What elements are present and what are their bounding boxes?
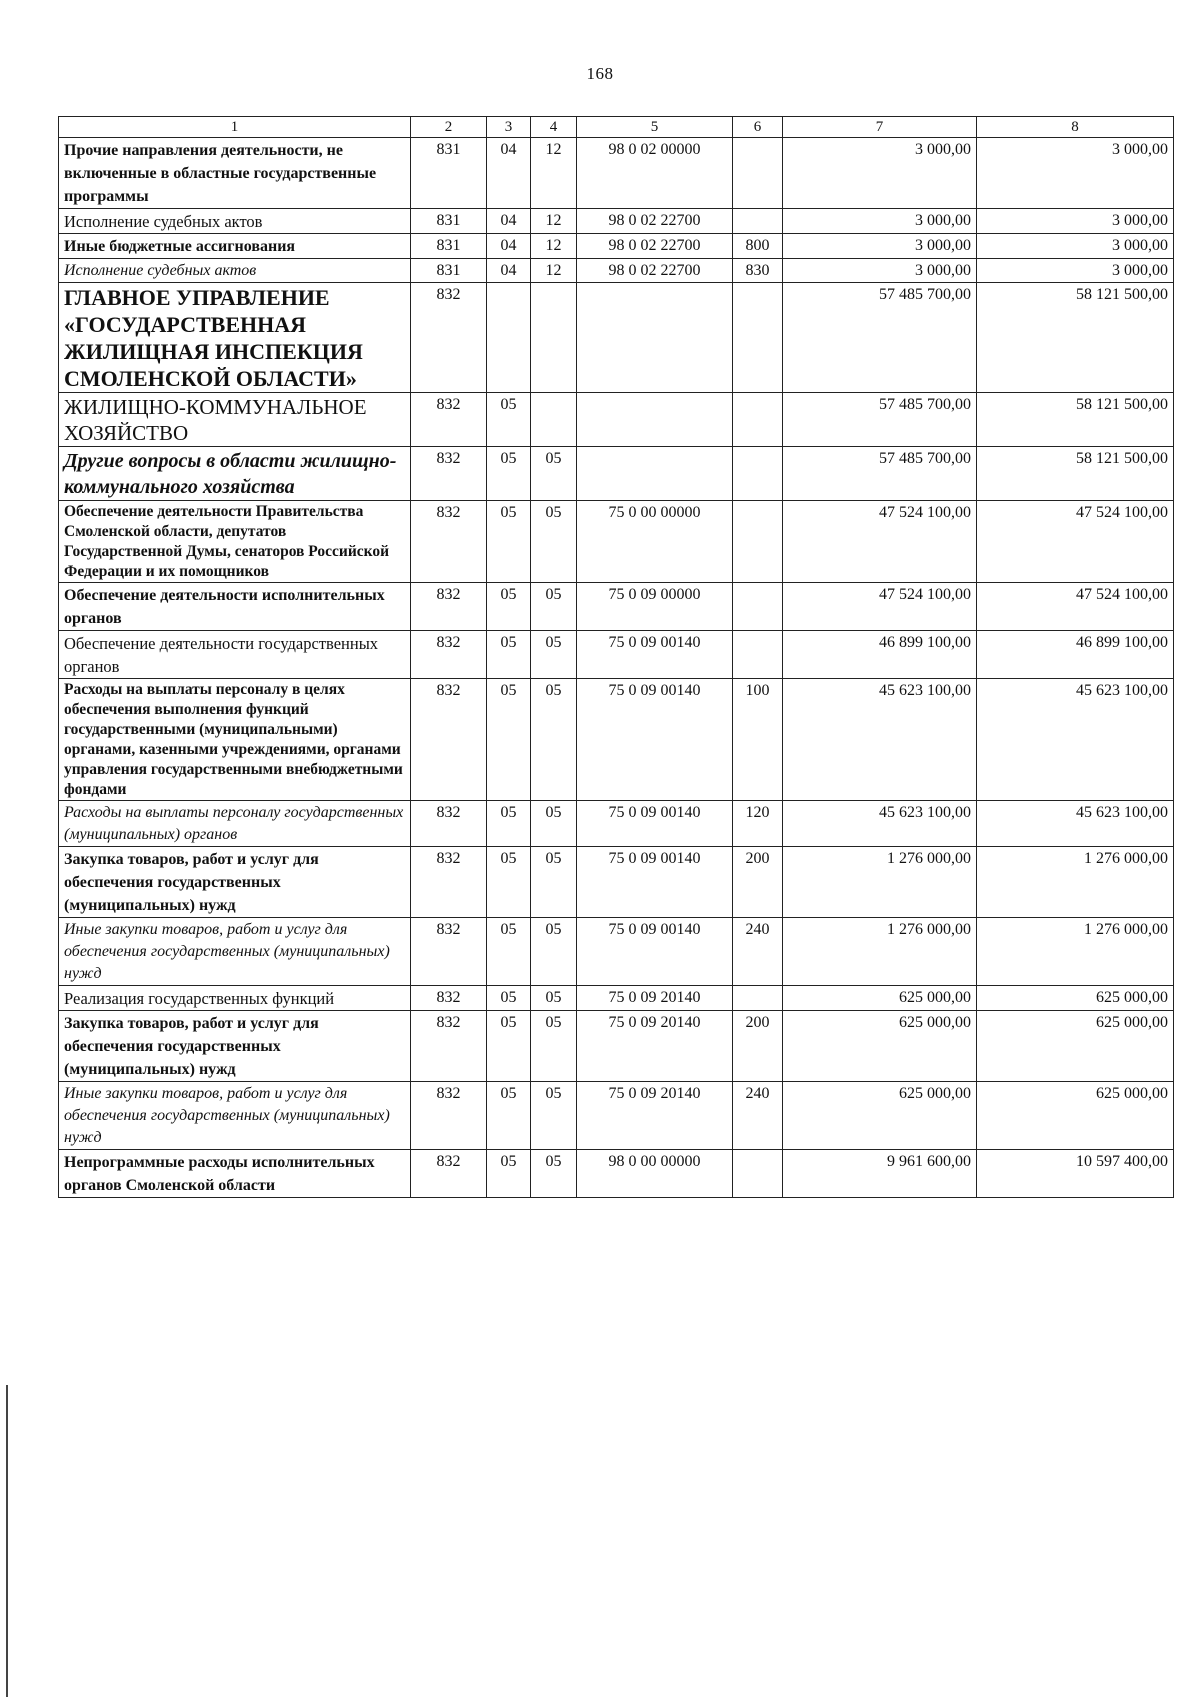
row-name-cell: Иные закупки товаров, работ и услуг для обеспечения государственных (муниципальных) нужд xyxy=(59,1082,411,1150)
col6-cell xyxy=(733,393,783,447)
col4-cell: 05 xyxy=(531,1011,577,1082)
header-cell: 3 xyxy=(487,117,531,138)
col3-cell: 05 xyxy=(487,1011,531,1082)
row-name-cell: Закупка товаров, работ и услуг для обеспечения государственных (муниципальных) нужд xyxy=(59,847,411,918)
col6-cell: 240 xyxy=(733,1082,783,1150)
header-cell: 7 xyxy=(783,117,977,138)
col3-cell: 04 xyxy=(487,138,531,209)
row-name-cell: Расходы на выплаты персоналу государственных (муниципальных) органов xyxy=(59,801,411,847)
col6-cell xyxy=(733,501,783,583)
col4-cell: 05 xyxy=(531,847,577,918)
col8-amount-cell: 3 000,00 xyxy=(977,138,1174,209)
table-header-row xyxy=(59,117,1174,138)
col5-cell: 75 0 09 20140 xyxy=(577,1082,733,1150)
col8-amount-cell: 10 597 400,00 xyxy=(977,1150,1174,1198)
col4-cell: 05 xyxy=(531,583,577,631)
col6-cell: 200 xyxy=(733,847,783,918)
col3-cell: 05 xyxy=(487,918,531,986)
col2-cell: 832 xyxy=(411,986,487,1011)
col4-cell xyxy=(531,283,577,393)
col3-cell: 05 xyxy=(487,679,531,801)
col4-cell: 12 xyxy=(531,259,577,283)
row-name-cell: Обеспечение деятельности исполнительных органов xyxy=(59,583,411,631)
col5-cell: 75 0 09 20140 xyxy=(577,1011,733,1082)
col6-cell xyxy=(733,1150,783,1198)
col8-amount-cell: 58 121 500,00 xyxy=(977,283,1174,393)
col5-cell xyxy=(577,447,733,501)
col8-amount-cell: 625 000,00 xyxy=(977,1011,1174,1082)
col5-cell: 98 0 02 22700 xyxy=(577,234,733,259)
col7-amount-cell: 3 000,00 xyxy=(783,138,977,209)
col4-cell: 12 xyxy=(531,209,577,234)
col3-cell: 05 xyxy=(487,393,531,447)
table-row xyxy=(59,283,1174,393)
row-name-cell: ЖИЛИЩНО-КОММУНАЛЬНОЕ ХОЗЯЙСТВО xyxy=(59,393,411,447)
col4-cell xyxy=(531,393,577,447)
row-name-cell: Исполнение судебных актов xyxy=(59,209,411,234)
col8-amount-cell: 625 000,00 xyxy=(977,986,1174,1011)
col7-amount-cell: 625 000,00 xyxy=(783,1082,977,1150)
col7-amount-cell: 1 276 000,00 xyxy=(783,918,977,986)
col2-cell: 831 xyxy=(411,259,487,283)
table-row xyxy=(59,447,1174,501)
header-cell: 8 xyxy=(977,117,1174,138)
col7-amount-cell: 3 000,00 xyxy=(783,234,977,259)
row-name-cell: Другие вопросы в области жилищно-коммунального хозяйства xyxy=(59,447,411,501)
col7-amount-cell: 9 961 600,00 xyxy=(783,1150,977,1198)
col2-cell: 832 xyxy=(411,801,487,847)
col7-amount-cell: 47 524 100,00 xyxy=(783,501,977,583)
col2-cell: 832 xyxy=(411,1011,487,1082)
col4-cell: 05 xyxy=(531,631,577,679)
col2-cell: 832 xyxy=(411,1082,487,1150)
header-cell: 5 xyxy=(577,117,733,138)
col3-cell: 05 xyxy=(487,631,531,679)
table-row xyxy=(59,679,1174,801)
budget-table xyxy=(58,116,1174,1198)
col6-cell xyxy=(733,583,783,631)
col2-cell: 832 xyxy=(411,679,487,801)
col5-cell: 98 0 02 22700 xyxy=(577,259,733,283)
col6-cell xyxy=(733,986,783,1011)
row-name-cell: Обеспечение деятельности Правительства Смоленской области, депутатов Государственной Думы, сенаторов Российской Федерации и их помощников xyxy=(59,501,411,583)
col3-cell: 04 xyxy=(487,209,531,234)
col5-cell: 75 0 09 00140 xyxy=(577,801,733,847)
row-name-cell: Иные закупки товаров, работ и услуг для обеспечения государственных (муниципальных) нужд xyxy=(59,918,411,986)
row-name-cell: Иные бюджетные ассигнования xyxy=(59,234,411,259)
col6-cell xyxy=(733,209,783,234)
col3-cell: 04 xyxy=(487,234,531,259)
col8-amount-cell: 47 524 100,00 xyxy=(977,501,1174,583)
row-name-cell: Исполнение судебных актов xyxy=(59,259,411,283)
col2-cell: 832 xyxy=(411,447,487,501)
col8-amount-cell: 3 000,00 xyxy=(977,209,1174,234)
col4-cell: 05 xyxy=(531,801,577,847)
col5-cell: 75 0 09 00140 xyxy=(577,679,733,801)
row-name-cell: Прочие направления деятельности, не включенные в областные государственные программы xyxy=(59,138,411,209)
col3-cell: 05 xyxy=(487,1150,531,1198)
header-cell: 6 xyxy=(733,117,783,138)
col7-amount-cell: 3 000,00 xyxy=(783,209,977,234)
col6-cell: 100 xyxy=(733,679,783,801)
col7-amount-cell: 3 000,00 xyxy=(783,259,977,283)
col7-amount-cell: 57 485 700,00 xyxy=(783,447,977,501)
table-row xyxy=(59,138,1174,209)
col5-cell: 98 0 00 00000 xyxy=(577,1150,733,1198)
table-row xyxy=(59,1011,1174,1082)
col3-cell: 05 xyxy=(487,801,531,847)
col8-amount-cell: 45 623 100,00 xyxy=(977,679,1174,801)
col8-amount-cell: 1 276 000,00 xyxy=(977,918,1174,986)
col7-amount-cell: 57 485 700,00 xyxy=(783,393,977,447)
col5-cell xyxy=(577,393,733,447)
header-cell: 2 xyxy=(411,117,487,138)
col5-cell: 98 0 02 22700 xyxy=(577,209,733,234)
col2-cell: 831 xyxy=(411,138,487,209)
col6-cell: 830 xyxy=(733,259,783,283)
col6-cell xyxy=(733,283,783,393)
col5-cell: 75 0 09 00140 xyxy=(577,847,733,918)
row-name-cell: Закупка товаров, работ и услуг для обеспечения государственных (муниципальных) нужд xyxy=(59,1011,411,1082)
row-name-cell: Реализация государственных функций xyxy=(59,986,411,1011)
col2-cell: 832 xyxy=(411,393,487,447)
col3-cell: 05 xyxy=(487,986,531,1011)
col6-cell xyxy=(733,631,783,679)
col4-cell: 05 xyxy=(531,679,577,801)
col8-amount-cell: 1 276 000,00 xyxy=(977,847,1174,918)
col2-cell: 832 xyxy=(411,631,487,679)
col3-cell: 04 xyxy=(487,259,531,283)
col5-cell: 75 0 09 00140 xyxy=(577,918,733,986)
row-name-cell: Обеспечение деятельности государственных органов xyxy=(59,631,411,679)
col2-cell: 832 xyxy=(411,847,487,918)
col5-cell: 75 0 09 00140 xyxy=(577,631,733,679)
col2-cell: 831 xyxy=(411,234,487,259)
col6-cell xyxy=(733,447,783,501)
col6-cell: 120 xyxy=(733,801,783,847)
table-body xyxy=(59,117,1174,1198)
table-row xyxy=(59,631,1174,679)
col3-cell: 05 xyxy=(487,583,531,631)
col4-cell: 12 xyxy=(531,138,577,209)
col7-amount-cell: 47 524 100,00 xyxy=(783,583,977,631)
table-row xyxy=(59,259,1174,283)
col2-cell: 832 xyxy=(411,1150,487,1198)
col6-cell xyxy=(733,138,783,209)
col6-cell: 200 xyxy=(733,1011,783,1082)
header-cell: 1 xyxy=(59,117,411,138)
col5-cell: 75 0 09 20140 xyxy=(577,986,733,1011)
header-cell: 4 xyxy=(531,117,577,138)
table-row xyxy=(59,801,1174,847)
table-row xyxy=(59,234,1174,259)
col2-cell: 831 xyxy=(411,209,487,234)
scan-edge-line xyxy=(6,1385,8,1697)
col8-amount-cell: 45 623 100,00 xyxy=(977,801,1174,847)
row-name-cell: ГЛАВНОЕ УПРАВЛЕНИЕ «ГОСУДАРСТВЕННАЯ ЖИЛИЩНАЯ ИНСПЕКЦИЯ СМОЛЕНСКОЙ ОБЛАСТИ» xyxy=(59,283,411,393)
col6-cell: 240 xyxy=(733,918,783,986)
table-row xyxy=(59,501,1174,583)
table-row xyxy=(59,847,1174,918)
table-row xyxy=(59,209,1174,234)
col4-cell: 05 xyxy=(531,986,577,1011)
col7-amount-cell: 45 623 100,00 xyxy=(783,801,977,847)
col8-amount-cell: 58 121 500,00 xyxy=(977,447,1174,501)
col5-cell: 98 0 02 00000 xyxy=(577,138,733,209)
col3-cell: 05 xyxy=(487,1082,531,1150)
col6-cell: 800 xyxy=(733,234,783,259)
col2-cell: 832 xyxy=(411,283,487,393)
page-number: 168 xyxy=(586,64,614,83)
col7-amount-cell: 625 000,00 xyxy=(783,1011,977,1082)
col4-cell: 05 xyxy=(531,501,577,583)
col8-amount-cell: 3 000,00 xyxy=(977,259,1174,283)
table-row xyxy=(59,393,1174,447)
col8-amount-cell: 3 000,00 xyxy=(977,234,1174,259)
table-row xyxy=(59,583,1174,631)
col7-amount-cell: 45 623 100,00 xyxy=(783,679,977,801)
table-row xyxy=(59,918,1174,986)
col7-amount-cell: 625 000,00 xyxy=(783,986,977,1011)
col8-amount-cell: 46 899 100,00 xyxy=(977,631,1174,679)
col3-cell: 05 xyxy=(487,847,531,918)
col7-amount-cell: 1 276 000,00 xyxy=(783,847,977,918)
col4-cell: 12 xyxy=(531,234,577,259)
col2-cell: 832 xyxy=(411,918,487,986)
col4-cell: 05 xyxy=(531,918,577,986)
col7-amount-cell: 46 899 100,00 xyxy=(783,631,977,679)
col8-amount-cell: 58 121 500,00 xyxy=(977,393,1174,447)
table-row xyxy=(59,986,1174,1011)
col3-cell: 05 xyxy=(487,501,531,583)
col5-cell: 75 0 09 00000 xyxy=(577,583,733,631)
row-name-cell: Непрограммные расходы исполнительных органов Смоленской области xyxy=(59,1150,411,1198)
col4-cell: 05 xyxy=(531,1150,577,1198)
table-row xyxy=(59,1082,1174,1150)
col3-cell xyxy=(487,283,531,393)
col5-cell xyxy=(577,283,733,393)
col5-cell: 75 0 00 00000 xyxy=(577,501,733,583)
col3-cell: 05 xyxy=(487,447,531,501)
table-row xyxy=(59,1150,1174,1198)
row-name-cell: Расходы на выплаты персоналу в целях обеспечения выполнения функций государственными (муниципальными) органами, казенными учреждениями, органами управления государственными внебюджетными фондами xyxy=(59,679,411,801)
col4-cell: 05 xyxy=(531,1082,577,1150)
col8-amount-cell: 47 524 100,00 xyxy=(977,583,1174,631)
col4-cell: 05 xyxy=(531,447,577,501)
col2-cell: 832 xyxy=(411,501,487,583)
col2-cell: 832 xyxy=(411,583,487,631)
col8-amount-cell: 625 000,00 xyxy=(977,1082,1174,1150)
col7-amount-cell: 57 485 700,00 xyxy=(783,283,977,393)
